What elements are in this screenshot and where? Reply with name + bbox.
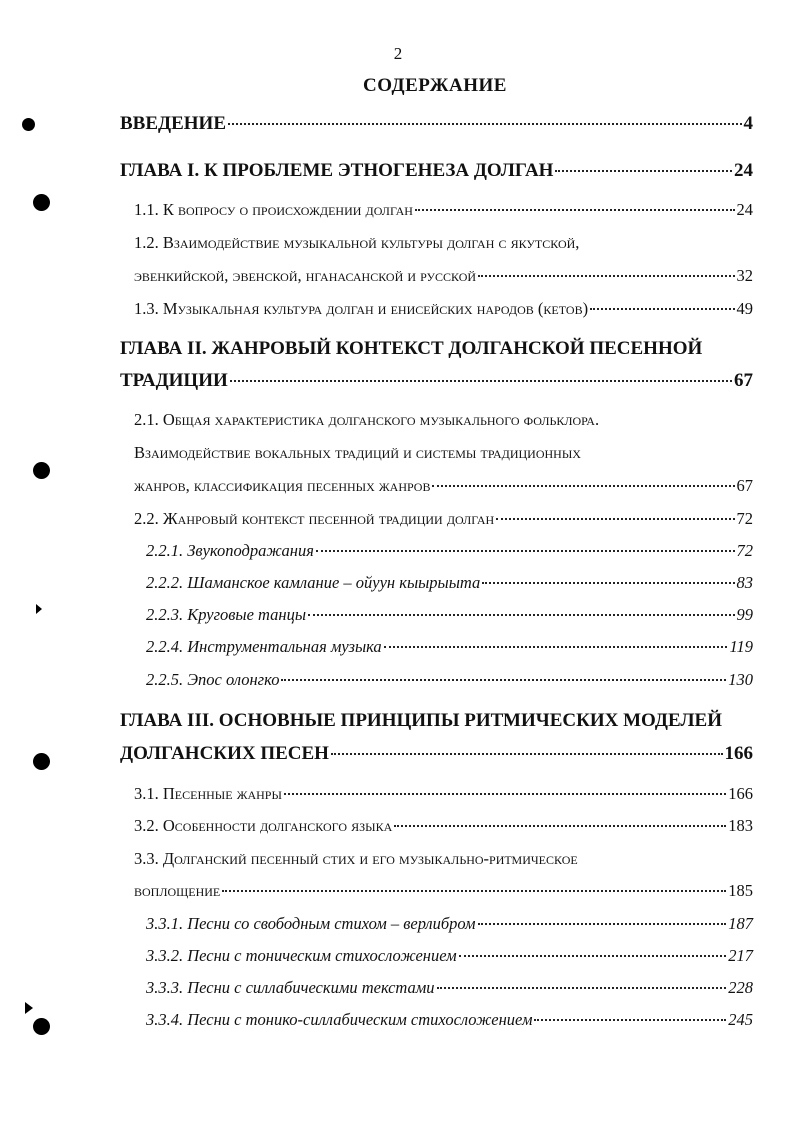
- toc-entry-page: 245: [728, 1010, 753, 1029]
- page-title: СОДЕРЖАНИЕ: [363, 75, 507, 96]
- toc-entry-3-3-2[interactable]: [146, 946, 753, 970]
- toc-entry-2-2-3[interactable]: [146, 605, 753, 629]
- toc-entry-page: 217: [728, 946, 753, 965]
- scan-mark-2: [25, 1002, 33, 1014]
- toc-entry-introduction[interactable]: [120, 113, 753, 137]
- page-number: 2: [393, 44, 403, 63]
- toc-entry-title: ТРАДИЦИИ: [120, 370, 228, 391]
- toc-entry-3-3-1[interactable]: [146, 914, 753, 938]
- dot-leader: [590, 308, 734, 310]
- toc-entry-2-2-1[interactable]: [146, 541, 753, 565]
- toc-entry-2-1-line-1[interactable]: 2.1. Общая характеристика долганского музыкального фольклора.: [134, 410, 600, 429]
- toc-entry-3-3-3[interactable]: [146, 978, 753, 1002]
- toc-entry-page: 72: [736, 541, 753, 560]
- toc-entry-chapter-3-line-1[interactable]: ГЛАВА III. ОСНОВНЫЕ ПРИНЦИПЫ РИТМИЧЕСКИХ МОДЕЛЕЙ: [120, 710, 722, 731]
- dot-leader: [496, 518, 734, 520]
- toc-entry-page: 32: [736, 266, 753, 285]
- toc-entry-page: 67: [736, 476, 753, 495]
- toc-entry-title: 3.3.1. Песни со свободным стихом – верлибром: [146, 914, 476, 933]
- toc-entry-title: 3.1. Песенные жанры: [134, 784, 282, 803]
- toc-entry-title: ДОЛГАНСКИХ ПЕСЕН: [120, 743, 329, 764]
- toc-entry-page: 24: [736, 200, 753, 219]
- toc-entry-chapter-2[interactable]: [120, 370, 753, 394]
- toc-entry-title: 2.2.3. Круговые танцы: [146, 605, 307, 624]
- toc-entry-title: ГЛАВА I. К ПРОБЛЕМЕ ЭТНОГЕНЕЗА ДОЛГАН: [120, 160, 554, 181]
- dot-leader: [230, 380, 732, 382]
- dot-leader: [478, 923, 727, 925]
- toc-entry-2-2-4[interactable]: [146, 637, 753, 661]
- toc-entry-title: 3.3.3. Песни с силлабическими текстами: [146, 978, 435, 997]
- toc-entry-title: воплощение: [134, 881, 221, 900]
- toc-entry-title: 2.2.1. Звукоподражания: [146, 541, 314, 560]
- dot-leader: [228, 123, 742, 125]
- dot-leader: [437, 987, 727, 989]
- toc-entry-chapter-2-line-1[interactable]: ГЛАВА II. ЖАНРОВЫЙ КОНТЕКСТ ДОЛГАНСКОЙ ПЕСЕННОЙ: [120, 338, 703, 359]
- dot-leader: [482, 582, 734, 584]
- dot-leader: [284, 793, 726, 795]
- toc-entry-page: 228: [728, 978, 753, 997]
- toc-entry-page: 119: [729, 637, 753, 656]
- toc-entry-2-2-5[interactable]: [146, 670, 753, 694]
- toc-entry-title: эвенкийской, эвенской, нганасанской и русской: [134, 266, 477, 285]
- dot-leader: [415, 209, 735, 211]
- toc-entry-3-1[interactable]: [134, 784, 753, 808]
- toc-entry-page: 166: [724, 743, 753, 764]
- binder-hole-4: [33, 753, 50, 770]
- toc-entry-2-1[interactable]: [134, 476, 753, 500]
- toc-entry-title: жанров, классификация песенных жанров: [134, 476, 431, 495]
- toc-entry-2-2-2[interactable]: [146, 573, 753, 597]
- toc-entry-title: 2.2.4. Инструментальная музыка: [146, 637, 382, 656]
- dot-leader: [222, 890, 726, 892]
- toc-entry-1-2[interactable]: [134, 266, 753, 290]
- binder-hole-2: [33, 194, 50, 211]
- toc-entry-1-2-line-1[interactable]: 1.2. Взаимодействие музыкальной культуры долган с якутской,: [134, 233, 580, 252]
- toc-entry-1-3[interactable]: [134, 299, 753, 323]
- binder-hole-1: [22, 118, 35, 131]
- toc-entry-page: 24: [734, 160, 753, 181]
- toc-entry-2-2[interactable]: [134, 509, 753, 533]
- dot-leader: [384, 646, 728, 648]
- dot-leader: [331, 753, 723, 755]
- binder-hole-5: [33, 1018, 50, 1035]
- toc-entry-title: 2.2.2. Шаманское камлание – ойуун кыырыыта: [146, 573, 481, 592]
- scan-mark-1: [36, 604, 42, 614]
- toc-entry-3-3-4[interactable]: [146, 1010, 753, 1034]
- toc-entry-title: ВВЕДЕНИЕ: [120, 113, 226, 134]
- toc-entry-1-1[interactable]: [134, 200, 753, 224]
- dot-leader: [394, 825, 726, 827]
- dot-leader: [534, 1019, 726, 1021]
- binder-hole-3: [33, 462, 50, 479]
- toc-entry-chapter-1[interactable]: [120, 160, 753, 184]
- toc-entry-page: 49: [736, 299, 753, 318]
- dot-leader: [308, 614, 734, 616]
- toc-entry-page: 4: [743, 113, 753, 134]
- toc-entry-title: 1.3. Музыкальная культура долган и енисейских народов (кетов): [134, 299, 589, 318]
- toc-entry-title: 2.2.5. Эпос олонгко: [146, 670, 280, 689]
- toc-entry-title: 1.1. К вопросу о происхождении долган: [134, 200, 413, 219]
- toc-entry-page: 67: [734, 370, 753, 391]
- toc-entry-title: 3.3.2. Песни с тоническим стихосложением: [146, 946, 457, 965]
- toc-entry-title: 3.3.4. Песни с тонико-силлабическим стихосложением: [146, 1010, 533, 1029]
- toc-entry-2-1-line-2[interactable]: Взаимодействие вокальных традиций и системы традиционных: [134, 443, 581, 462]
- toc-entry-3-2[interactable]: [134, 816, 753, 840]
- dot-leader: [316, 550, 735, 552]
- toc-entry-3-3[interactable]: [134, 881, 753, 905]
- toc-entry-page: 130: [728, 670, 753, 689]
- toc-entry-page: 187: [728, 914, 753, 933]
- dot-leader: [432, 485, 734, 487]
- toc-entry-title: 2.2. Жанровый контекст песенной традиции долган: [134, 509, 495, 528]
- toc-entry-3-3-line-1[interactable]: 3.3. Долганский песенный стих и его музыкально-ритмическое: [134, 849, 578, 868]
- dot-leader: [281, 679, 726, 681]
- toc-entry-title: 3.2. Особенности долганского языка: [134, 816, 393, 835]
- toc-entry-page: 183: [728, 816, 753, 835]
- toc-entry-page: 166: [728, 784, 753, 803]
- dot-leader: [478, 275, 734, 277]
- toc-entry-page: 185: [728, 881, 753, 900]
- dot-leader: [459, 955, 727, 957]
- toc-entry-page: 72: [736, 509, 753, 528]
- dot-leader: [555, 170, 732, 172]
- toc-entry-chapter-3[interactable]: [120, 743, 753, 767]
- toc-entry-page: 83: [736, 573, 753, 592]
- toc-entry-page: 99: [736, 605, 753, 624]
